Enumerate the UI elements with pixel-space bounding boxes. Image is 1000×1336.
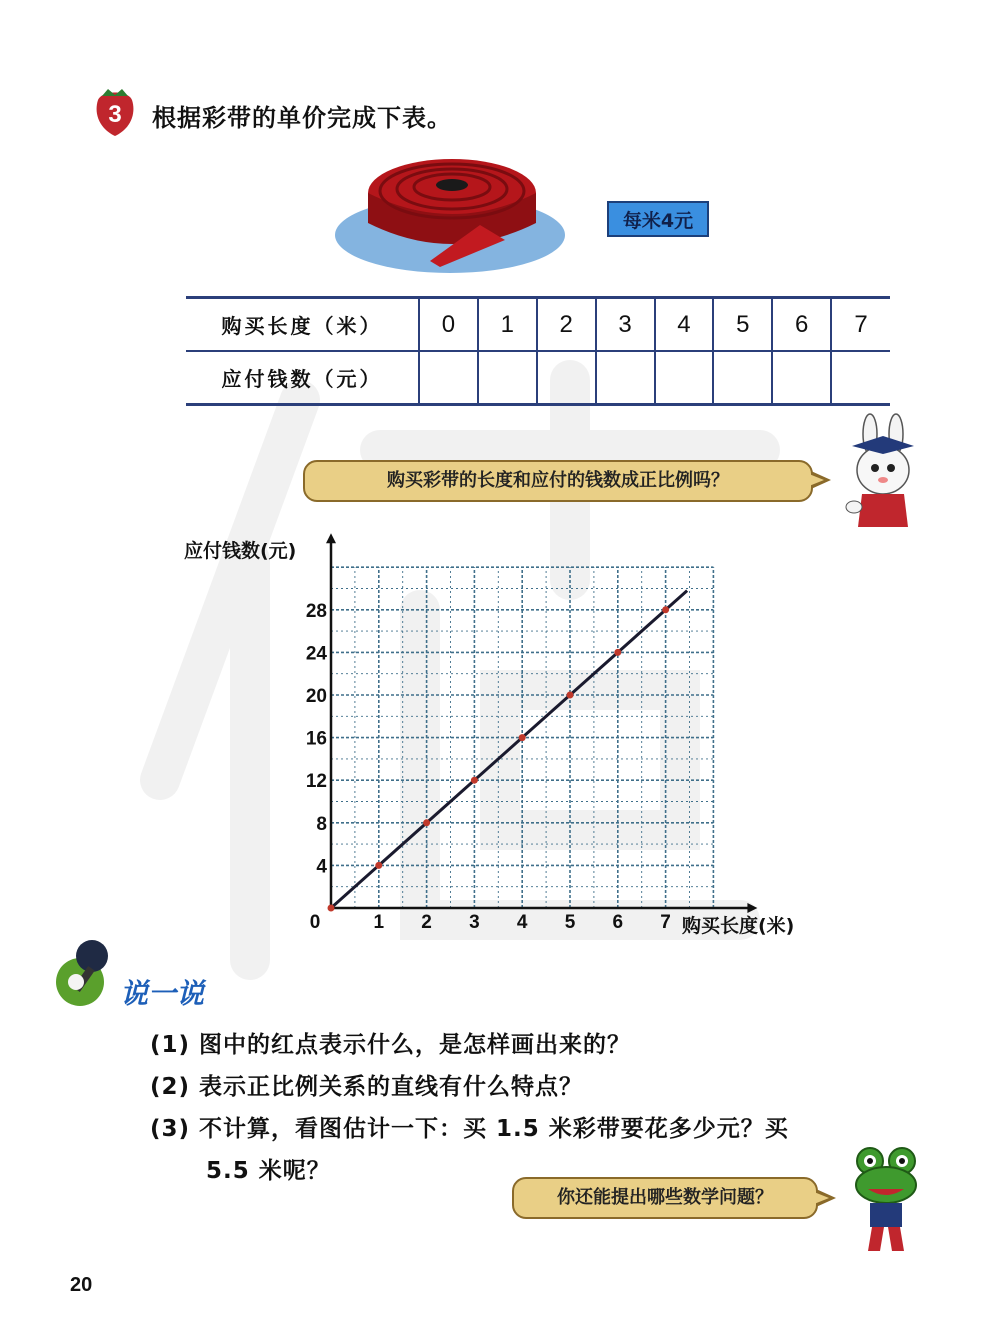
length-cell: 5 [713, 298, 772, 352]
payment-cell[interactable] [655, 351, 714, 405]
data-point [519, 734, 526, 741]
x-tick-label: 2 [421, 912, 432, 933]
data-point [567, 692, 574, 699]
y-tick-label: 8 [316, 813, 327, 835]
x-tick-label: 5 [564, 912, 576, 933]
frog-speech-bubble: 你还能提出哪些数学问题？ [512, 1177, 818, 1219]
proportion-line-chart [170, 530, 870, 940]
rabbit-character [838, 412, 928, 532]
question-3: (3) 不计算，看图估计一下：买 1.5 米彩带要花多少元？买 [150, 1116, 789, 1142]
data-point [614, 649, 621, 656]
x-tick-label: 6 [612, 912, 624, 933]
microphone-mascot-icon [50, 930, 130, 1010]
price-table [186, 296, 890, 406]
page-number: 20 [70, 1274, 93, 1296]
x-tick-label: 0 [309, 912, 321, 933]
y-axis-label: 应付钱数(元) [184, 540, 297, 562]
payment-cell[interactable] [596, 351, 655, 405]
payment-cell[interactable] [537, 351, 596, 405]
x-tick-label: 3 [469, 912, 480, 933]
length-cell: 1 [478, 298, 537, 352]
data-point [471, 777, 478, 784]
payment-cell[interactable] [772, 351, 831, 405]
y-tick-label: 24 [305, 643, 327, 665]
length-row [186, 298, 890, 352]
length-cell: 4 [655, 298, 714, 352]
section-number-badge [92, 88, 138, 138]
x-axis-label: 购买长度(米) [682, 915, 795, 937]
y-tick-label: 20 [305, 686, 327, 707]
x-axis-arrow [747, 903, 757, 913]
length-row-header: 购买长度（米） [221, 314, 383, 338]
payment-cell[interactable] [419, 351, 478, 405]
y-tick-label: 4 [316, 856, 327, 878]
length-cell: 7 [831, 298, 890, 352]
unit-price-tag: 每米4元 [607, 201, 709, 237]
length-cell: 6 [772, 298, 831, 352]
bubble-tail-fill [809, 474, 824, 486]
length-cell: 2 [537, 298, 596, 352]
payment-row-header: 应付钱数（元） [186, 351, 419, 405]
y-tick-label: 16 [305, 728, 327, 750]
question-2: (2) 表示正比例关系的直线有什么特点？ [150, 1074, 584, 1100]
payment-cell[interactable] [713, 351, 772, 405]
frog-character [846, 1143, 926, 1258]
ribbon-roll-illustration [330, 145, 580, 275]
question-1: (1) 图中的红点表示什么，是怎样画出来的？ [150, 1032, 632, 1058]
length-cell: 3 [596, 298, 655, 352]
y-tick-label: 12 [305, 771, 327, 793]
section-title: 根据彩带的单价完成下表。 [152, 104, 452, 132]
x-tick-label: 7 [660, 912, 671, 933]
length-cell: 0 [419, 298, 478, 352]
question-3-continued: 5.5 米呢？ [206, 1158, 331, 1184]
payment-row [186, 351, 890, 405]
say-section-label: 说一说 [120, 977, 205, 1010]
y-axis-arrow [326, 533, 336, 543]
x-tick-label: 1 [373, 912, 385, 933]
data-point [328, 905, 335, 912]
y-tick-label: 28 [305, 600, 327, 622]
data-point [423, 819, 430, 826]
data-point [662, 606, 669, 613]
payment-cell[interactable] [478, 351, 537, 405]
data-point [375, 862, 382, 869]
rabbit-speech-bubble: 购买彩带的长度和应付的钱数成正比例吗？ [303, 460, 813, 502]
proportion-line [331, 591, 687, 908]
x-tick-label: 4 [516, 912, 528, 933]
payment-cell[interactable] [831, 351, 890, 405]
section-number: 3 [108, 101, 122, 128]
bubble-tail-fill [814, 1192, 829, 1204]
